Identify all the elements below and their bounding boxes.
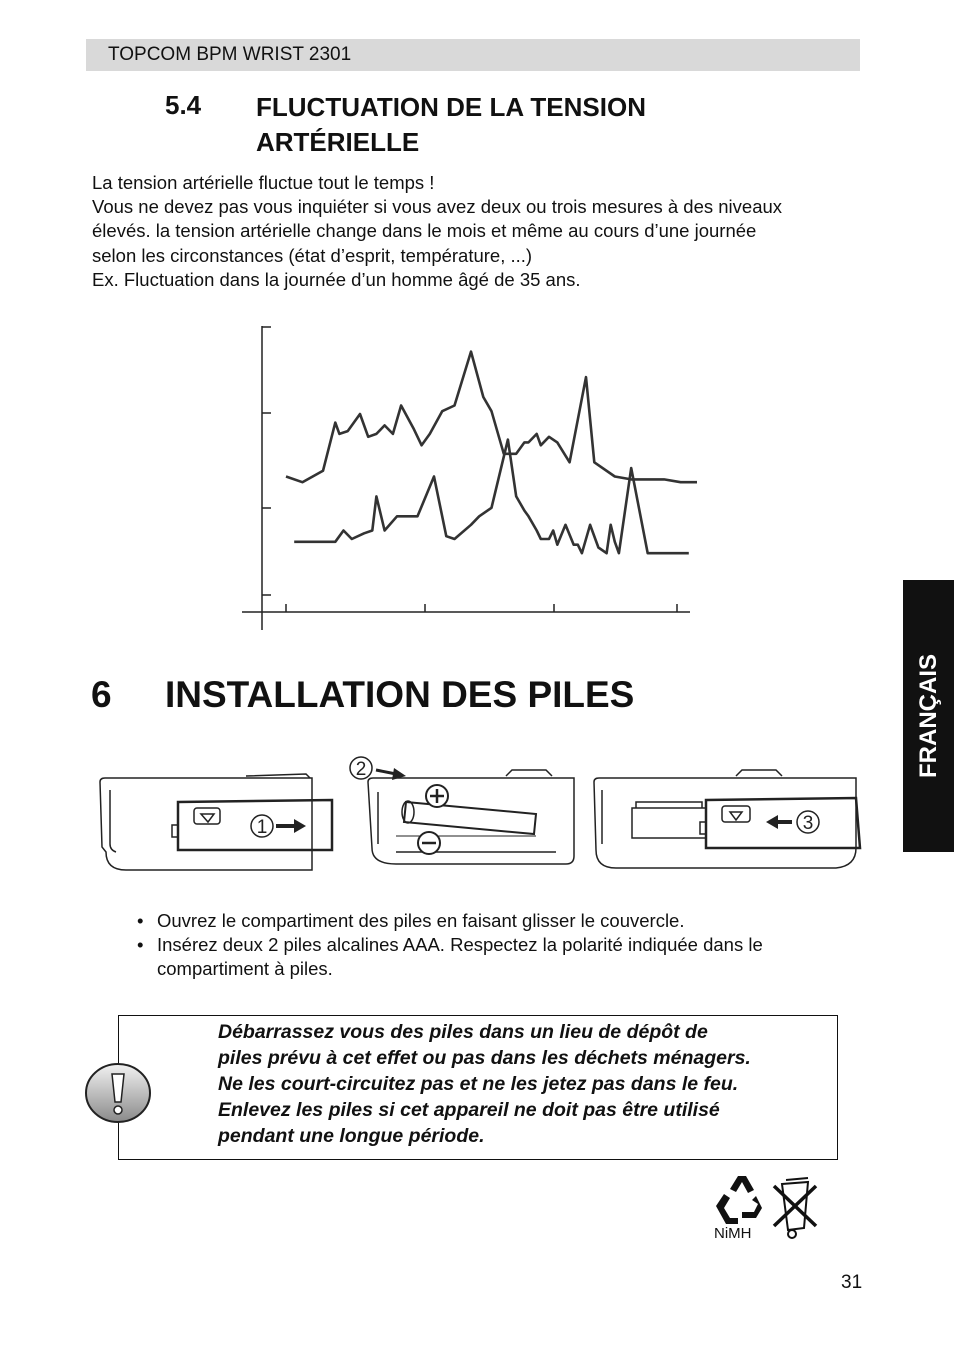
- device-battery-insert: [368, 770, 574, 864]
- section-number: 5.4: [165, 90, 202, 120]
- nimh-label: NiMH: [714, 1225, 752, 1242]
- list-item: • Ouvrez le compartiment des piles en faisant glisser le couvercle.: [137, 909, 877, 933]
- warning-line: Enlevez les piles si cet appareil ne doit pas être utilisé: [218, 1099, 720, 1121]
- warning-exclamation-icon: [83, 1062, 153, 1124]
- header-bar: [86, 39, 860, 71]
- chart-svg: [238, 320, 708, 635]
- crossed-bin-icon: [774, 1178, 816, 1238]
- language-tab: [903, 580, 954, 852]
- section-title-line-1: FLUCTUATION DE LA TENSION: [256, 92, 646, 122]
- battery-installation-illustration: [96, 752, 868, 877]
- section-title-line-2: ARTÉRIELLE: [256, 127, 420, 157]
- body-paragraph: [92, 171, 872, 292]
- step-1-label: 1: [256, 817, 268, 838]
- chapter-number: 6: [91, 674, 112, 715]
- header-title: TOPCOM BPM WRIST 2301: [108, 44, 352, 65]
- step-2-label: 2: [355, 759, 367, 780]
- warning-line: Débarrassez vous des piles dans un lieu de dépôt de: [218, 1021, 708, 1043]
- list-item: • Insérez deux 2 piles alcalines AAA. Respectez la polarité indiquée dans le compartiment à piles.: [137, 933, 877, 981]
- body-line: Vous ne devez pas vous inquiéter si vous avez deux ou trois mesures à des niveaux: [92, 196, 783, 218]
- warning-line: pendant une longue période.: [218, 1125, 485, 1147]
- step-3-label: 3: [802, 813, 814, 834]
- warning-line: piles prévu à cet effet ou pas dans les déchets ménagers.: [218, 1047, 751, 1069]
- device-close-cover: [594, 770, 860, 868]
- chart-series-line-1: [286, 352, 697, 483]
- chart-series-line-2: [294, 440, 689, 554]
- page-number: 31: [841, 1272, 863, 1293]
- section-title: [256, 90, 776, 160]
- language-tab-label: FRANÇAIS: [914, 654, 942, 778]
- instructions-list: [137, 909, 877, 982]
- warning-line: Ne les court-circuitez pas et ne les jetez pas dans le feu.: [218, 1073, 739, 1095]
- body-line: Ex. Fluctuation dans la journée d’un homme âgé de 35 ans.: [92, 268, 581, 290]
- chapter-title: INSTALLATION DES PILES: [165, 674, 635, 715]
- blood-pressure-chart: [238, 320, 708, 635]
- body-line: La tension artérielle fluctue tout le temps !: [92, 172, 435, 193]
- body-line: selon les circonstances (état d’esprit, température, ...): [92, 244, 533, 266]
- body-line: élevés. la tension artérielle change dans le mois et même au cours d’une journée: [92, 220, 757, 242]
- recycle-icon: [716, 1176, 762, 1224]
- warning-text: [218, 1019, 833, 1149]
